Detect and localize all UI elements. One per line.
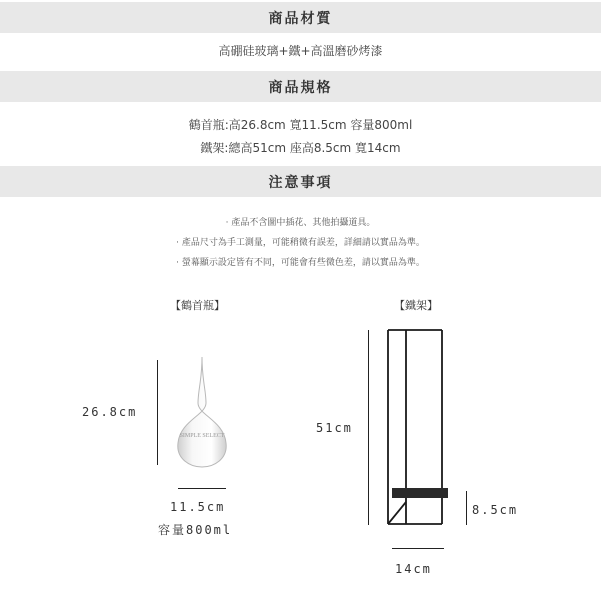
rack-seat-height-label: 8.5cm	[472, 503, 519, 517]
rack-total-height-line	[368, 330, 369, 525]
notice-section-header	[0, 166, 601, 197]
rack-illustration	[384, 328, 464, 528]
vase-capacity-label: 容量800ml	[158, 523, 233, 537]
rack-shelf	[392, 488, 448, 498]
material-text: 高硼硅玻璃+鐵+高溫磨砂烤漆	[218, 44, 383, 58]
vase-width-label: 11.5cm	[170, 500, 226, 514]
rack-width-label: 14cm	[395, 562, 432, 576]
vase-watermark: SIMPLE SELECT	[179, 433, 225, 439]
spec-section-header	[0, 71, 601, 102]
vase-height-line	[157, 360, 158, 465]
vase-illustration	[168, 355, 268, 475]
vase-width-line	[178, 488, 226, 489]
vase-body	[178, 357, 226, 467]
spec-section-title: 商品規格	[268, 79, 333, 96]
spec-line-vase: 鶴首瓶:高26.8cm 寬11.5cm 容量800ml	[188, 118, 413, 132]
spec-line-rack: 鐵架:總高51cm 座高8.5cm 寬14cm	[200, 141, 401, 155]
rack-total-height-label: 51cm	[316, 421, 353, 435]
notice-line-1: · 產品不含圖中插花、其他拍攝道具。	[225, 218, 376, 228]
rack-seat-height-line	[466, 491, 467, 525]
rack-label: 【鐵架】	[394, 299, 438, 312]
notice-section-title: 注意事項	[268, 174, 333, 191]
notice-line-2: · 產品尺寸為手工測量，可能稍微有誤差，詳細請以實品為準。	[176, 238, 425, 248]
rack-width-line	[392, 548, 444, 549]
vase-height-label: 26.8cm	[82, 405, 138, 419]
notice-line-3: · 螢幕顯示設定皆有不同，可能會有些微色差，請以實品為準。	[176, 258, 425, 268]
vase-label: 【鶴首瓶】	[170, 299, 225, 312]
material-section-header	[0, 2, 601, 33]
material-section-title: 商品材質	[268, 10, 333, 27]
